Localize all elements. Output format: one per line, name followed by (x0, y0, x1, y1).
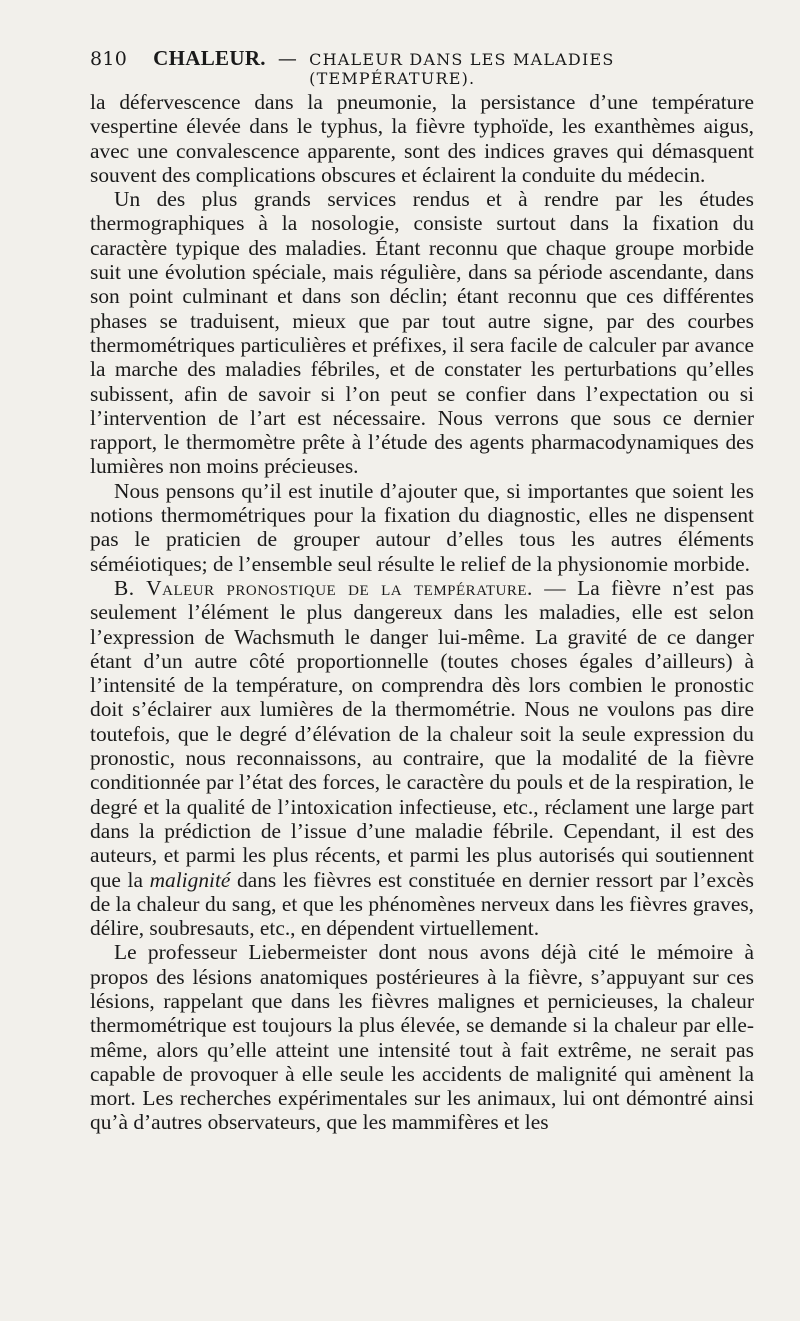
running-subtitle: CHALEUR DANS LES MALADIES (TEMPÉRATURE). (309, 50, 615, 88)
paragraph-4 (90, 576, 754, 940)
page-body (90, 90, 754, 1135)
paragraph-5: Le professeur Liebermeister dont nous avons déjà cité le mémoire à propos des lésions anatomiques postérieures à la fièvre, s’appuyant sur ces lésions, rappelant que dans les fièvres malignes et pernicieuses, la chaleur thermométrique est toujours la plus élevée, se demande si la chaleur par elle-même, alors qu’elle atteint une intensité tout à fait extrême, ne serait pas capable de provoquer à elle seule les accidents de malignité qui amènent la mort. Les recherches expérimentales sur les animaux, lui ont démontré ainsi qu’à d’autres observateurs, que les mammifères et les (90, 940, 754, 1135)
section-dash: — (532, 575, 578, 600)
paragraph-1: la défervescence dans la pneumonie, la persistance d’une température vespertine élevée dans le typhus, la fièvre typhoïde, les exanthèmes aigus, avec une convalescence apparente, sont des indices graves qui démasquent souvent des complications obscures et éclairent la conduite du médecin. (90, 90, 754, 187)
paragraph-3: Nous pensons qu’il est inutile d’ajouter que, si importantes que soient les notions thermométriques pour la fixation du diagnostic, elles ne dispensent pas le praticien de grouper autour d’elles tous les autres éléments séméiotiques; de l’ensemble seul résulte le relief de la physionomie morbide. (90, 478, 754, 576)
header-dash: — (277, 48, 298, 70)
running-title: CHALEUR. (153, 46, 266, 70)
page-number: 810 (90, 48, 128, 70)
running-header (90, 46, 754, 90)
paragraph-2: Un des plus grands services rendus et à rendre par les études thermographiques à la nosologie, consiste surtout dans la fixation du caractère typique des maladies. Étant reconnu que chaque groupe morbide suit une évolution spéciale, mais régulière, dans sa période ascendante, dans son point culminant et dans son déclin; étant reconnu que ces différentes phases se traduisent, mieux que par tout autre signe, par des courbes thermométriques particulières et préfixes, il sera facile de calculer par avance la marche des maladies fébriles, et de constater les perturbations qu’elles subissent, afin de savoir si l’on peut se confier dans l’expectation ou si l’intervention de l’art est nécessaire. Nous verrons que sous ce dernier rapport, le thermomètre prête à l’étude des agents pharmacodynamiques des lumières non moins précieuses. (90, 187, 754, 479)
paragraph-4-text: La fièvre n’est pas seulement l’élément le plus dangereux dans les maladies, elle est selon l’expression de Wachsmuth le danger lui-même. La gravité de ce danger étant d’un autre côté proportionnelle (toutes choses égales d’ailleurs) à l’intensité de la température, on comprendra dès lors combien le pronostic doit s’éclairer aux lumières de la thermométrie. Nous ne voulons pas dire toutefois, que le degré d’élévation de la chaleur soit la seule expression du pronostic, nous reconnaissons, au contraire, que la modalité de la fièvre conditionnée par l’état des forces, le caractère du pouls et de la respiration, le degré et la qualité de l’intoxication infectieuse, etc., réclament une large part dans la prédiction de l’issue d’une maladie fébrile. Cependant, il est des auteurs, et parmi les plus récents, et parmi les plus autorisés qui soutiennent que la (90, 575, 754, 892)
section-heading: B. Valeur pronostique de la température. (114, 575, 533, 600)
italic-term: malignité (149, 867, 231, 892)
paragraph-4-end: dans les fièvres est constituée en dernier ressort par l’excès de la chaleur du sang, et que les phénomènes nerveux dans les fièvres graves, délire, soubresauts, etc., en dépendent virtuellement. (90, 867, 755, 941)
